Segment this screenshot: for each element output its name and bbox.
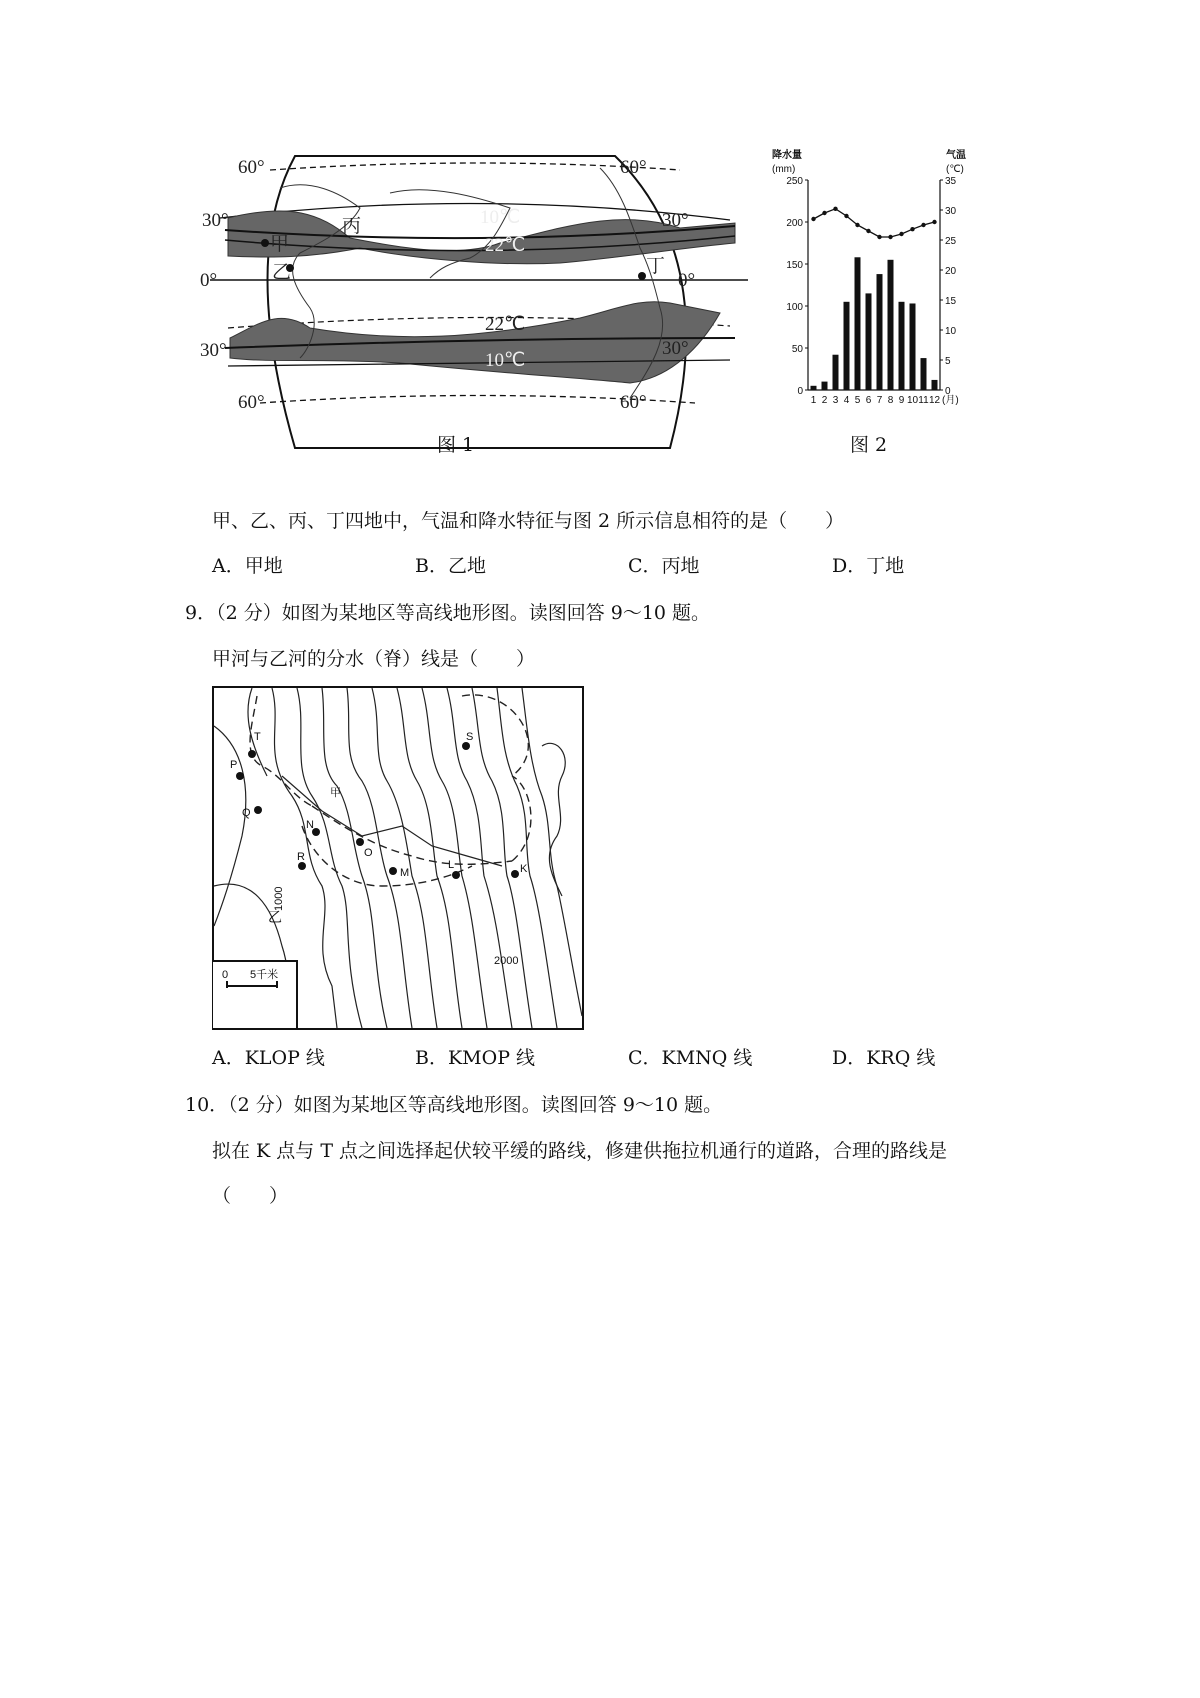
place-ding: 丁 <box>646 256 666 277</box>
point-s: S <box>466 731 474 743</box>
point-t: T <box>254 731 261 743</box>
isotherm-22c-south: 22℃ <box>485 314 526 335</box>
figure2-caption: 图 2 <box>850 434 888 456</box>
isotherm-22c-north: 22℃ <box>485 235 526 256</box>
right-tick-label: 0 <box>945 386 951 397</box>
right-tick-label: 5 <box>945 356 951 367</box>
q9-option-a: A．KLOP 线 <box>212 1047 325 1069</box>
left-tick-label: 50 <box>791 344 803 355</box>
left-tick-label: 100 <box>786 302 803 313</box>
q9-stem: 甲河与乙河的分水（脊）线是（ ） <box>212 648 536 670</box>
temperature-line <box>814 209 935 237</box>
precip-bar <box>822 382 828 390</box>
precip-bar <box>899 302 905 390</box>
climate-chart <box>770 148 980 448</box>
lat-label-30n-left: 30° <box>202 210 229 231</box>
precip-bar <box>855 257 861 390</box>
temperature-point <box>855 223 859 227</box>
q10-header: 10．（2 分）如图为某地区等高线地形图。读图回答 9～10 题。 <box>185 1094 723 1116</box>
left-tick-label: 250 <box>786 176 803 187</box>
q9-option-c: C．KMNQ 线 <box>628 1047 753 1069</box>
temperature-point <box>866 229 870 233</box>
precip-bar <box>910 303 916 390</box>
month-label: 4 <box>843 395 850 406</box>
right-tick-label: 20 <box>945 266 957 277</box>
right-axis-unit: (℃) <box>946 164 964 175</box>
temperature-point <box>910 227 914 231</box>
right-tick-label: 25 <box>945 236 957 247</box>
month-label: 8 <box>887 395 894 406</box>
q8-option-a: A．甲地 <box>212 555 283 577</box>
point-n: N <box>306 819 314 831</box>
precip-bar <box>921 358 927 390</box>
left-axis-unit: (mm) <box>772 164 796 175</box>
month-label: 10 <box>906 395 919 406</box>
q8-option-b: B．乙地 <box>415 555 486 577</box>
lat-label-eq-left: 0° <box>200 270 218 291</box>
lat-label-30s-left: 30° <box>200 340 227 361</box>
temperature-point <box>888 235 892 239</box>
precip-bar <box>877 274 883 390</box>
month-label: 1 <box>810 395 817 406</box>
month-label: 3 <box>832 395 839 406</box>
month-label: 2 <box>821 395 828 406</box>
world-map-figure <box>200 148 760 460</box>
q8-stem: 甲、乙、丙、丁四地中，气温和降水特征与图 2 所示信息相符的是（ ） <box>212 510 845 532</box>
lat-label-eq-right: 0° <box>678 270 696 291</box>
precip-bar <box>844 302 850 390</box>
isotherm-10c-north: 10℃ <box>480 207 521 228</box>
temperature-point <box>921 223 925 227</box>
point-o: O <box>364 847 373 859</box>
right-tick-label: 30 <box>945 206 957 217</box>
point-r: R <box>297 851 305 863</box>
isotherm-10c-south: 10℃ <box>485 350 526 371</box>
point-p: P <box>230 759 238 771</box>
lat-label-60n-right: 60° <box>620 157 647 178</box>
left-axis-title: 降水量 <box>772 150 802 161</box>
temperature-point <box>811 217 815 221</box>
scale-label: 5千米 <box>250 969 279 981</box>
left-tick-label: 150 <box>786 260 803 271</box>
temperature-point <box>822 211 826 215</box>
temperature-point <box>932 220 936 224</box>
lat-label-60s-right: 60° <box>620 392 647 413</box>
lat-label-30s-right: 30° <box>662 338 689 359</box>
point-q: Q <box>242 807 251 819</box>
month-label: 6 <box>865 395 872 406</box>
river-jia-label: 甲 <box>330 787 341 799</box>
right-axis-title: 气温 <box>946 150 966 161</box>
q9-option-b: B．KMOP 线 <box>415 1047 536 1069</box>
right-tick-label: 10 <box>945 326 957 337</box>
precip-bar <box>833 355 839 390</box>
precip-bar <box>811 386 817 390</box>
q10-stem: 拟在 K 点与 T 点之间选择起伏较平缓的路线，修建供拖拉机通行的道路，合理的路线是 <box>212 1140 948 1162</box>
precip-bar <box>888 260 894 390</box>
figure1-caption: 图 1 <box>437 434 475 456</box>
right-tick-label: 15 <box>945 296 957 307</box>
q8-option-c: C．丙地 <box>628 555 700 577</box>
right-tick-label: 35 <box>945 176 957 187</box>
left-tick-label: 200 <box>786 218 803 229</box>
temperature-point <box>844 214 848 218</box>
lat-label-60n-left: 60° <box>238 157 265 178</box>
q9-header: 9．（2 分）如图为某地区等高线地形图。读图回答 9～10 题。 <box>185 602 711 624</box>
place-jia: 甲 <box>270 234 290 255</box>
contour-2000-label: 2000 <box>494 955 519 967</box>
lat-label-60s-left: 60° <box>238 392 265 413</box>
place-bing: 丙 <box>342 216 362 237</box>
q10-paren: （ ） <box>212 1185 289 1207</box>
river-yi-label: 乙 <box>268 909 282 925</box>
temperature-point <box>833 207 837 211</box>
month-label: 9 <box>898 395 905 406</box>
contour-1000-label: 1000 <box>273 886 285 911</box>
month-label: 7 <box>876 395 883 406</box>
temperature-point <box>899 232 903 236</box>
point-k: K <box>520 863 528 875</box>
temperature-point <box>877 235 881 239</box>
precip-bar <box>932 380 938 390</box>
left-tick-label: 0 <box>797 386 803 397</box>
place-yi: 乙 <box>272 262 292 283</box>
point-m: M <box>400 867 410 879</box>
q8-option-d: D．丁地 <box>832 555 905 577</box>
q9-option-d: D．KRQ 线 <box>832 1047 936 1069</box>
month-label: 12 <box>928 395 941 406</box>
scale-zero: 0 <box>222 969 229 981</box>
lat-label-30n-right: 30° <box>662 210 689 231</box>
precip-bar <box>866 293 872 390</box>
month-suffix: (月) <box>942 395 959 406</box>
contour-map-figure <box>212 686 584 1030</box>
month-label: 5 <box>854 395 861 406</box>
point-l: L <box>448 859 455 871</box>
month-label: 11 <box>918 395 929 406</box>
